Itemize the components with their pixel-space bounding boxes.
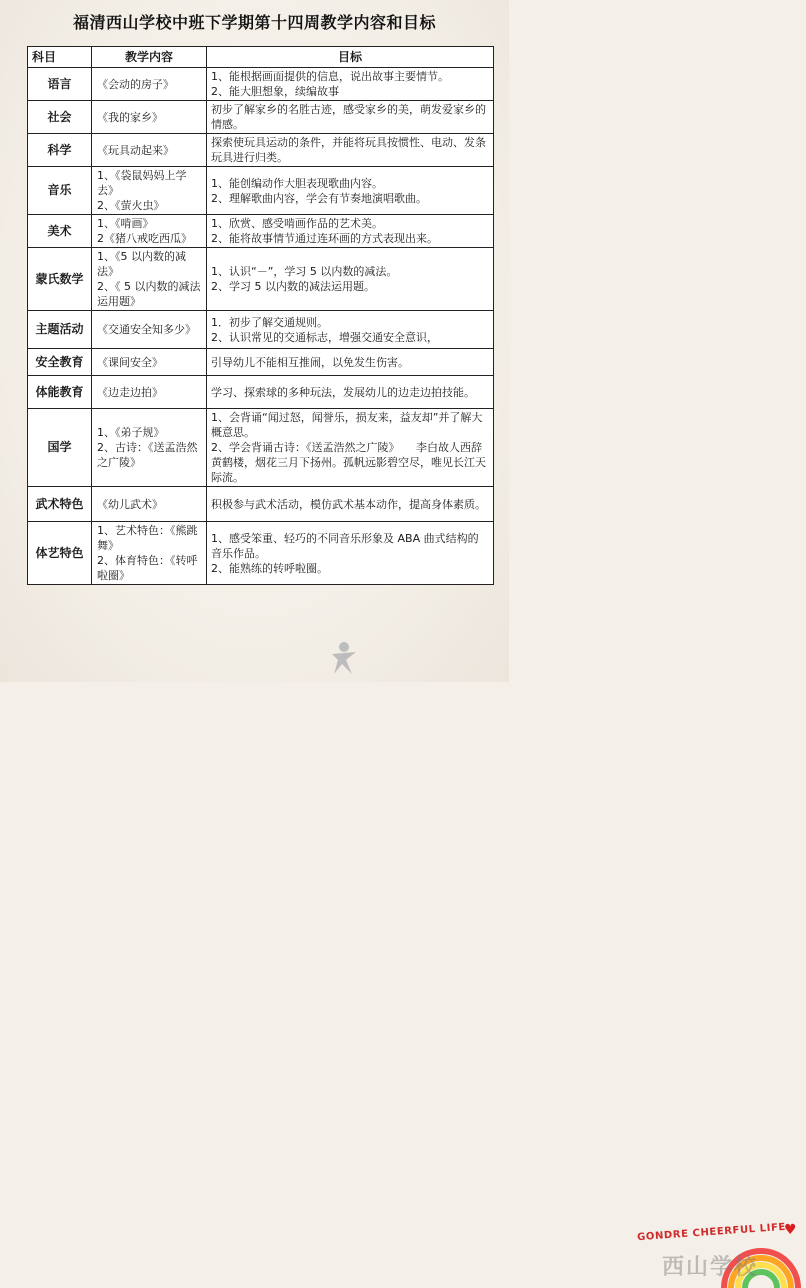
goal-cell <box>207 248 494 311</box>
content-line: 《会动的房子》 <box>97 77 174 91</box>
goal-line: 初步了解家乡的名胜古迹，感受家乡的美，萌发爱家乡的情感。 <box>211 103 486 131</box>
content-line: 2、《 5 以内数的减法运用题》 <box>97 280 201 308</box>
subject-cell: 体能教育 <box>28 376 92 409</box>
subject-cell: 蒙氏数学 <box>28 248 92 311</box>
table-row <box>28 167 494 215</box>
subject-cell: 国学 <box>28 409 92 487</box>
content-line: 1、《5 以内数的减法》 <box>97 250 186 278</box>
goal-line: 学习、探索球的多种玩法，发展幼儿的边走边拍技能。 <box>211 385 475 399</box>
goal-line: 2、能大胆想象，续编故事 <box>211 85 339 98</box>
logo-slogan: GONDRE CHEERFUL LIFE <box>636 1221 787 1244</box>
goal-line: 2、能熟练的转呼啦圈。 <box>211 561 328 575</box>
goal-line: 1、能创编动作大胆表现歌曲内容。 <box>211 176 383 190</box>
content-line: 1、《啃画》 <box>97 217 154 230</box>
goal-line: 1、会背诵“闻过怒，闻誉乐，损友来，益友却”并了解大概意思。 <box>211 411 483 439</box>
subject-cell: 科学 <box>28 134 92 167</box>
table-row <box>28 349 494 376</box>
table-row <box>28 134 494 167</box>
content-line: 1、《弟子规》 <box>97 426 165 439</box>
goal-line: 引导幼儿不能相互推闹，以免发生伤害。 <box>211 355 409 369</box>
content-cell <box>92 248 207 311</box>
goal-cell <box>207 487 494 522</box>
subject-cell: 安全教育 <box>28 349 92 376</box>
content-cell <box>92 311 207 349</box>
content-line: 《幼儿武术》 <box>97 497 163 511</box>
content-cell <box>92 376 207 409</box>
content-cell <box>92 215 207 248</box>
content-line: 2、体育特色：《转呼啦圈》 <box>97 554 198 582</box>
subject-cell: 美术 <box>28 215 92 248</box>
goal-line: 探索使玩具运动的条件，并能将玩具按惯性、电动、发条玩具进行归类。 <box>211 136 486 164</box>
heart-icon: ♥ <box>784 1222 797 1238</box>
content-line: 《玩具动起来》 <box>97 143 174 157</box>
goal-cell <box>207 376 494 409</box>
page-title: 福清西山学校中班下学期第十四周教学内容和目标 <box>72 13 436 32</box>
goal-line: 1．初步了解交通规则。 <box>211 315 328 329</box>
content-line: 1、《袋鼠妈妈上学去》 <box>97 169 187 197</box>
goal-cell <box>207 68 494 101</box>
goal-cell <box>207 101 494 134</box>
goal-line: 1、能根据画面提供的信息，说出故事主要情节。 <box>211 70 449 83</box>
table-row <box>28 101 494 134</box>
logo-school-name: 西山学校 <box>662 1255 759 1280</box>
subject-cell: 体艺特色 <box>28 522 92 585</box>
header-content: 教学内容 <box>92 47 207 68</box>
goal-line: 2、能将故事情节通过连环画的方式表现出来。 <box>211 232 438 245</box>
content-cell <box>92 349 207 376</box>
table-row <box>28 409 494 487</box>
header-subject: 科目 <box>28 47 92 68</box>
table-header-row <box>28 47 494 68</box>
table-row <box>28 68 494 101</box>
goal-cell <box>207 409 494 487</box>
content-cell <box>92 522 207 585</box>
content-line: 2、古诗：《送孟浩然之广陵》 <box>97 441 198 469</box>
table-body <box>28 68 494 585</box>
table-row <box>28 522 494 585</box>
subject-cell: 社会 <box>28 101 92 134</box>
subject-cell: 音乐 <box>28 167 92 215</box>
content-cell <box>92 134 207 167</box>
content-line: 2、《萤火虫》 <box>97 199 165 212</box>
content-line: 《我的家乡》 <box>97 110 163 124</box>
goal-cell <box>207 349 494 376</box>
person-icon <box>328 640 360 676</box>
table-row <box>28 215 494 248</box>
header-goal: 目标 <box>207 47 494 68</box>
goal-cell <box>207 311 494 349</box>
content-line: 《交通安全知多少》 <box>97 323 196 336</box>
goal-line: 1、认识“－”，学习 5 以内数的减法。 <box>211 265 398 278</box>
goal-line: 2、学会背诵古诗：《送孟浩然之广陵》 李白故人西辞黄鹤楼，烟花三月下扬州。孤帆远影碧空尽，唯见长江天际流。 <box>211 441 486 484</box>
goal-line: 1、欣赏、感受啃画作品的艺术美。 <box>211 217 383 230</box>
school-logo <box>306 610 797 1280</box>
subject-cell: 主题活动 <box>28 311 92 349</box>
content-cell <box>92 68 207 101</box>
subject-cell: 语言 <box>28 68 92 101</box>
content-line: 1、艺术特色：《熊跳舞》 <box>97 524 198 552</box>
goal-line: 1、感受笨重、轻巧的不同音乐形象及 ABA 曲式结构的音乐作品。 <box>211 531 479 560</box>
goal-line: 2、认识常见的交通标志，增强交通安全意识， <box>211 330 438 344</box>
content-line: 《边走边拍》 <box>97 385 163 399</box>
content-line: 2《猪八戒吃西瓜》 <box>97 232 192 245</box>
goal-cell <box>207 167 494 215</box>
subject-cell: 武术特色 <box>28 487 92 522</box>
table-row <box>28 376 494 409</box>
table-row <box>28 487 494 522</box>
goal-line: 积极参与武术活动，模仿武术基本动作，提高身体素质。 <box>211 497 486 511</box>
goal-line: 2、理解歌曲内容，学会有节奏地演唱歌曲。 <box>211 191 427 205</box>
content-cell <box>92 409 207 487</box>
goal-cell <box>207 134 494 167</box>
content-cell <box>92 101 207 134</box>
goal-cell <box>207 215 494 248</box>
goal-line: 2、学习 5 以内数的减法运用题。 <box>211 280 375 293</box>
table-row <box>28 248 494 311</box>
content-cell <box>92 487 207 522</box>
content-line: 《课间安全》 <box>97 355 163 369</box>
schedule-table <box>27 46 494 585</box>
goal-cell <box>207 522 494 585</box>
table-row <box>28 311 494 349</box>
content-cell <box>92 167 207 215</box>
